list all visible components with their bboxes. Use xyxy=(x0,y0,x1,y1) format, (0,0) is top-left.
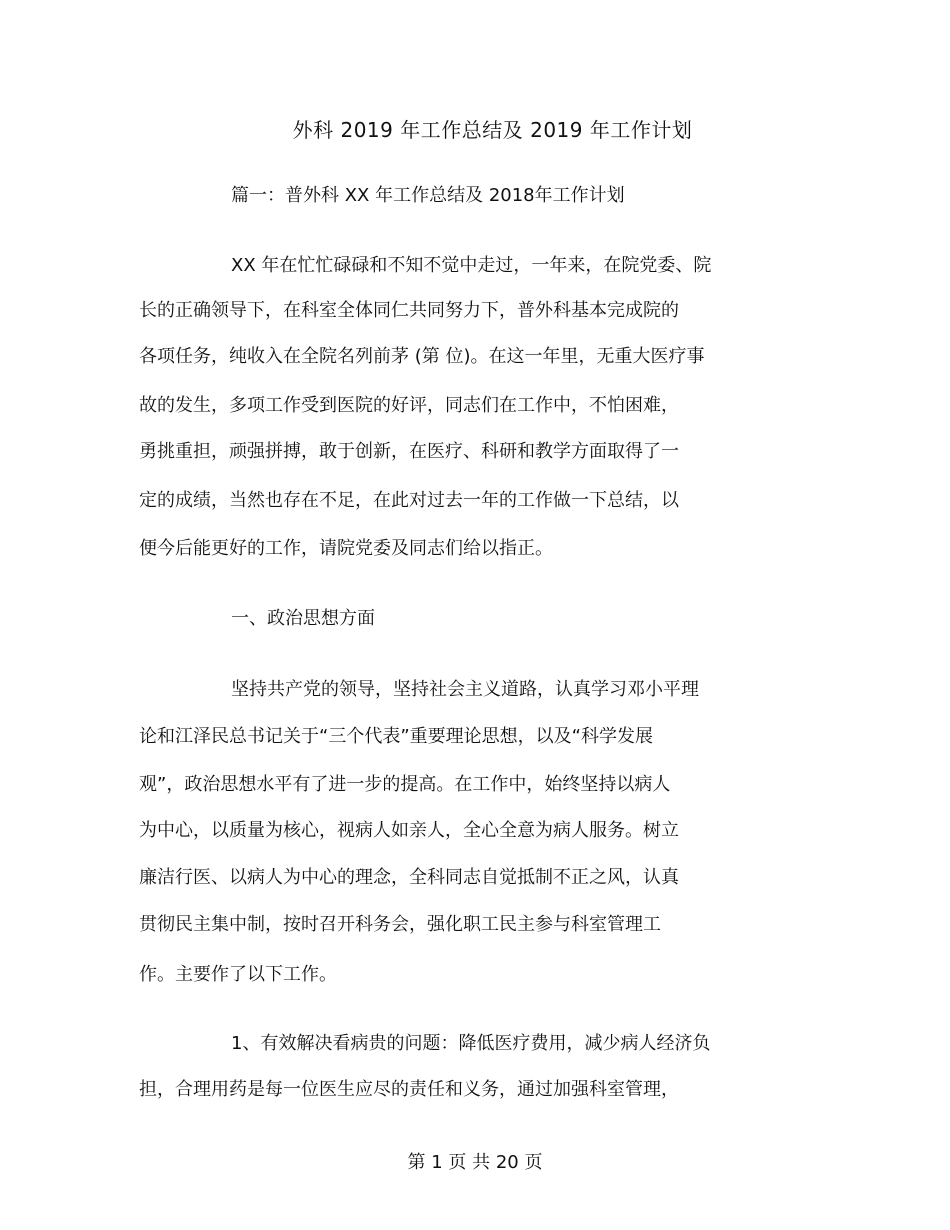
paragraph-line: 廉洁行医、以病人为中心的理念，全科同志自觉抵制不正之风，认真 xyxy=(139,867,679,888)
page-number-footer: 第 1 页 共 20 页 xyxy=(407,1152,543,1173)
paragraph-line: 勇挑重担，顽强拼搏，敢于创新，在医疗、科研和教学方面取得了一 xyxy=(139,441,679,462)
document-subtitle: 篇一：普外科 XX 年工作总结及 2018年工作计划 xyxy=(231,185,625,206)
paragraph-line: 故的发生，多项工作受到医院的好评，同志们在工作中，不怕困难， xyxy=(139,395,679,416)
document-title: 外科 2019 年工作总结及 2019 年工作计划 xyxy=(292,118,693,142)
paragraph-line: 贯彻民主集中制，按时召开科务会，强化职工民主参与科室管理工 xyxy=(139,914,661,935)
section-heading: 一、政治思想方面 xyxy=(231,608,375,629)
paragraph-line: 坚持共产党的领导，坚持社会主义道路，认真学习邓小平理 xyxy=(231,679,699,700)
paragraph-line: 长的正确领导下，在科室全体同仁共同努力下，普外科基本完成院的 xyxy=(139,300,679,321)
paragraph-line: 各项任务，纯收入在全院名列前茅 (第 位)。在这一年里，无重大医疗事 xyxy=(139,346,705,367)
paragraph-line: 论和江泽民总书记关于“三个代表”重要理论思想，以及“科学发展 xyxy=(139,726,653,747)
paragraph-line: 定的成绩，当然也存在不足，在此对过去一年的工作做一下总结，以 xyxy=(139,490,679,511)
paragraph-line: 便今后能更好的工作，请院党委及同志们给以指正。 xyxy=(139,538,553,559)
paragraph-line: 担，合理用药是每一位医生应尽的责任和义务，通过加强科室管理， xyxy=(139,1079,679,1100)
paragraph-line: 为中心，以质量为核心，视病人如亲人，全心全意为病人服务。树立 xyxy=(139,820,679,841)
paragraph-line: XX 年在忙忙碌碌和不知不觉中走过，一年来，在院党委、院 xyxy=(231,255,712,276)
paragraph-line: 1、有效解决看病贵的问题：降低医疗费用，减少病人经济负 xyxy=(231,1033,711,1054)
paragraph-line: 作。主要作了以下工作。 xyxy=(139,964,337,985)
paragraph-line: 观”，政治思想水平有了进一步的提高。在工作中，始终坚持以病人 xyxy=(139,774,671,795)
